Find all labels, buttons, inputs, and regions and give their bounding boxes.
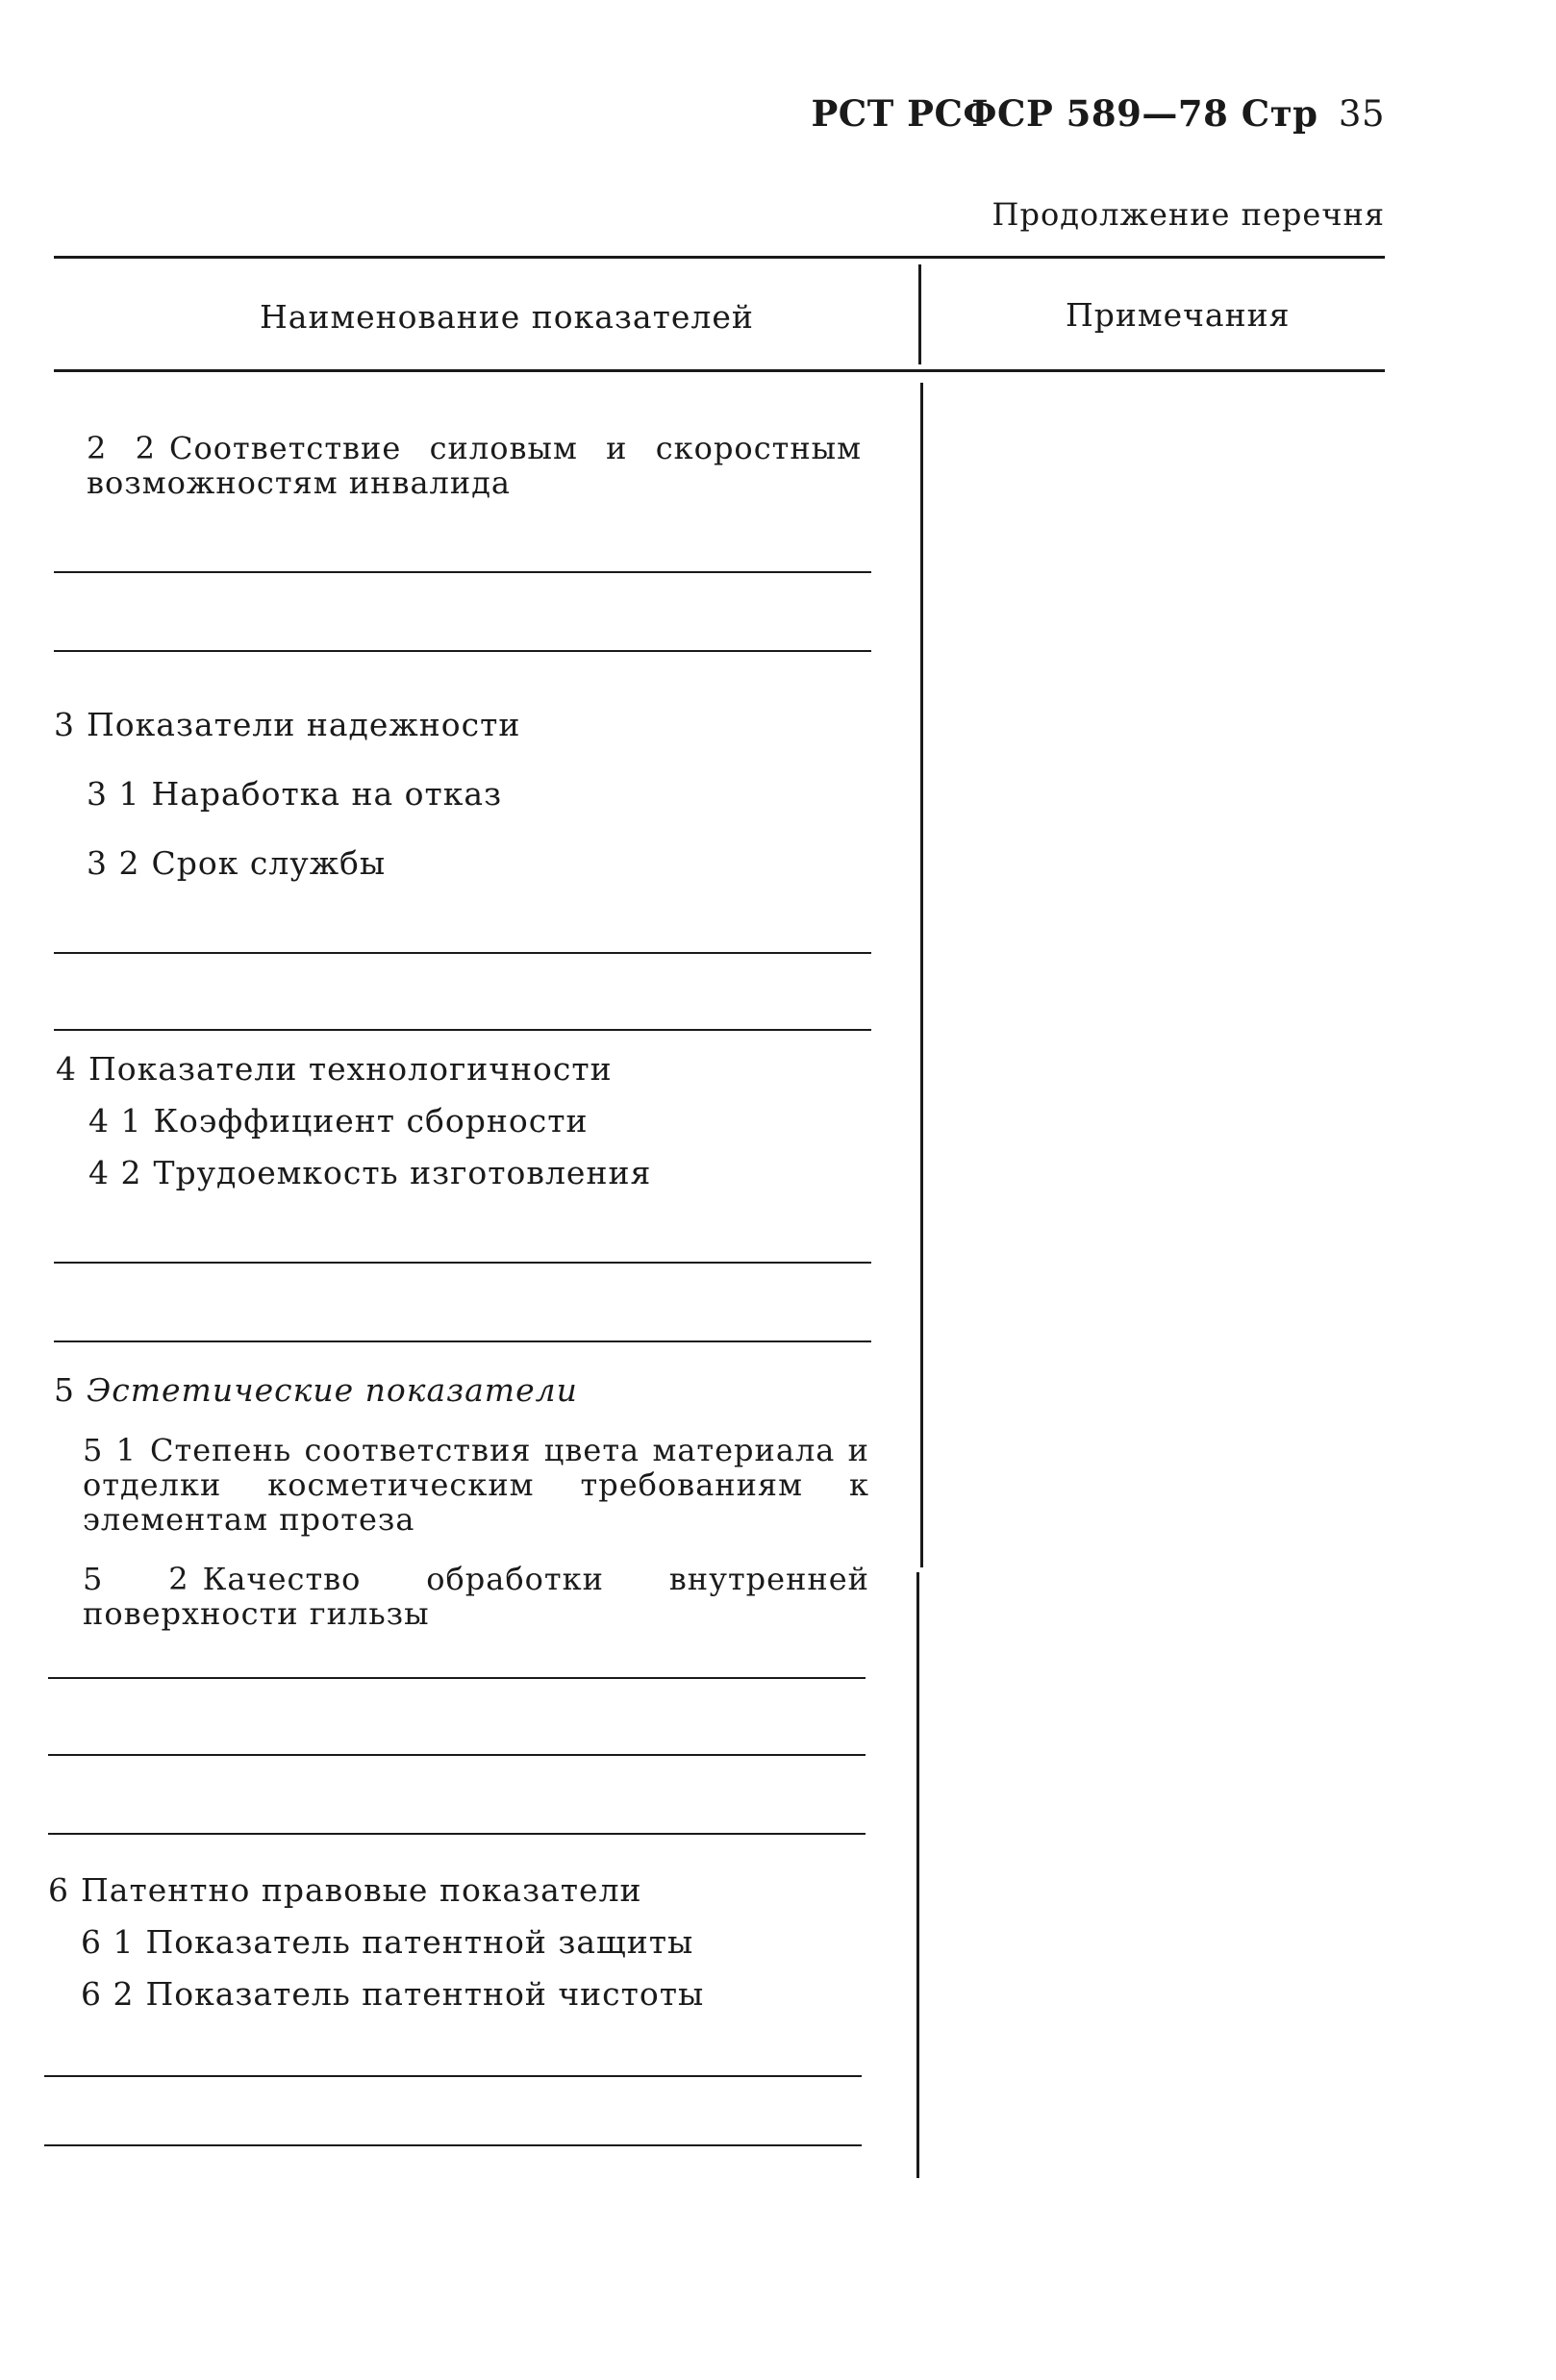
list-item-2-2 [87, 431, 862, 500]
item-text: Качество обработки внутренней поверхности гильзы [83, 1561, 870, 1632]
item-text: Степень соответствия цвета материала и отделки косметическим требованиям к элементам протеза [83, 1432, 870, 1538]
blank-line [44, 2144, 862, 2146]
item-text: Показатель патентной чистоты [145, 1975, 705, 2013]
continuation-label: Продолжение перечня [991, 196, 1385, 233]
group-title: Показатели надежности [87, 706, 521, 743]
group-number: 5 [54, 1371, 75, 1409]
blank-line [48, 1754, 866, 1756]
item-number: 5 2 [83, 1561, 189, 1597]
column-header-name: Наименование показателей [260, 298, 754, 336]
list-item-6-1 [81, 1925, 693, 1960]
group-title: Показатели технологичности [88, 1050, 613, 1088]
list-item-4-1 [88, 1104, 588, 1139]
list-item-5-2 [83, 1562, 869, 1631]
list-item-3-1 [87, 777, 502, 812]
item-text: Соответствие силовым и скоростным возможностям инвалида [87, 430, 863, 501]
blank-line [48, 1677, 866, 1679]
page-number: 35 [1338, 93, 1385, 135]
group-title: Патентно правовые показатели [81, 1871, 642, 1909]
item-text: Трудоемкость изготовления [153, 1154, 652, 1191]
body-column-divider-lower [916, 1572, 919, 2178]
blank-line [54, 952, 871, 954]
list-item-4-2 [88, 1156, 651, 1190]
group-number: 6 [48, 1871, 69, 1909]
column-header-notes: Примечания [1066, 296, 1291, 334]
group-5 [54, 1373, 578, 1408]
group-4 [56, 1052, 613, 1087]
blank-line [54, 1262, 871, 1264]
list-item-3-2 [87, 846, 386, 881]
list-item-5-1 [83, 1433, 869, 1537]
blank-line [44, 2075, 862, 2077]
group-3 [54, 708, 520, 742]
item-number: 6 2 [81, 1975, 135, 2013]
blank-line [54, 1340, 871, 1342]
list-item-6-2 [81, 1977, 704, 2012]
header-column-divider [918, 264, 921, 364]
document-id: РСТ РСФСР 589—78 Стр [811, 92, 1318, 135]
blank-line [48, 1833, 866, 1835]
item-number: 2 2 [87, 430, 157, 466]
item-number: 5 1 [83, 1432, 138, 1468]
item-number: 3 2 [87, 844, 140, 882]
document-header [811, 92, 1385, 135]
blank-line [54, 650, 871, 652]
group-6 [48, 1873, 642, 1908]
item-text: Показатель патентной защиты [145, 1923, 694, 1961]
item-number: 3 1 [87, 775, 140, 813]
item-number: 6 1 [81, 1923, 135, 1961]
item-text: Наработка на отказ [151, 775, 503, 813]
item-text: Срок службы [151, 844, 387, 882]
item-number: 4 1 [88, 1102, 142, 1140]
blank-line [54, 1029, 871, 1031]
table-header-bottom-rule [54, 369, 1385, 372]
item-number: 4 2 [88, 1154, 142, 1191]
item-text: Коэффициент сборности [153, 1102, 589, 1140]
blank-line [54, 571, 871, 573]
group-number: 4 [56, 1050, 77, 1088]
body-column-divider [920, 383, 923, 1567]
group-title: Эстетические показатели [87, 1371, 578, 1409]
group-number: 3 [54, 706, 75, 743]
table-top-rule [54, 256, 1385, 259]
